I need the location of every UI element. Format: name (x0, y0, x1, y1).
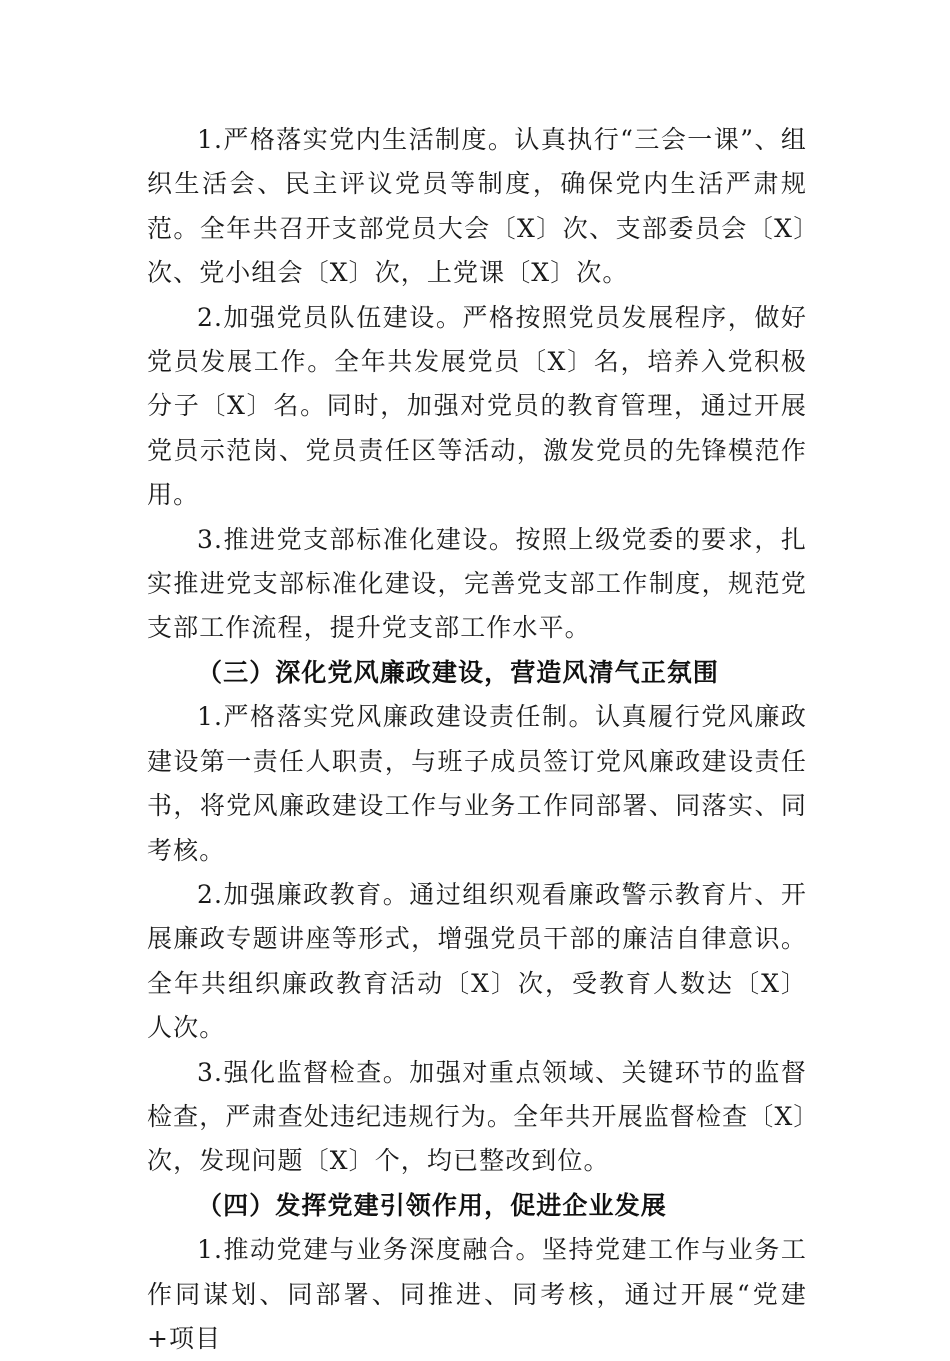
section-heading-3: （三）深化党风廉政建设，营造风清气正氛围 (197, 657, 720, 687)
paragraph-integrity-education: 2.加强廉政教育。通过组织观看廉政警示教育片、开展廉政专题讲座等形式，增强党员干部的廉洁自律意识。全年共组织廉政教育活动〔X〕次，受教育人数达〔X〕人次。 (147, 879, 807, 1043)
document-body (147, 118, 807, 1361)
paragraph-party-member-team: 2.加强党员队伍建设。严格按照党员发展程序，做好党员发展工作。全年共发展党员〔X〕名，培养入党积极分子〔X〕名。同时，加强对党员的教育管理，通过开展党员示范岗、党员责任区等活动，激发党员的先锋模范作用。 (147, 302, 807, 510)
paragraph-party-business-integration: 1.推动党建与业务深度融合。坚持党建工作与业务工作同谋划、同部署、同推进、同考核，通过开展“党建+项目 (147, 1235, 807, 1353)
paragraph-party-life-system: 1.严格落实党内生活制度。认真执行“三会一课”、组织生活会、民主评议党员等制度，确保党内生活严肃规范。全年共召开支部党员大会〔X〕次、支部委员会〔X〕次、党小组会〔X〕次，上党课〔X〕次。 (147, 125, 807, 288)
paragraph-branch-standardization: 3.推进党支部标准化建设。按照上级党委的要求，扎实推进党支部标准化建设，完善党支部工作制度，规范党支部工作流程，提升党支部工作水平。 (147, 524, 807, 643)
section-heading-4: （四）发挥党建引领作用，促进企业发展 (197, 1190, 667, 1220)
paragraph-supervision-inspection: 3.强化监督检查。加强对重点领域、关键环节的监督检查，严肃查处违纪违规行为。全年共开展监督检查〔X〕次，发现问题〔X〕个，均已整改到位。 (147, 1057, 807, 1176)
paragraph-responsibility-system: 1.严格落实党风廉政建设责任制。认真履行党风廉政建设第一责任人职责，与班子成员签订党风廉政建设责任书，将党风廉政建设工作与业务工作同部署、同落实、同考核。 (147, 702, 807, 865)
